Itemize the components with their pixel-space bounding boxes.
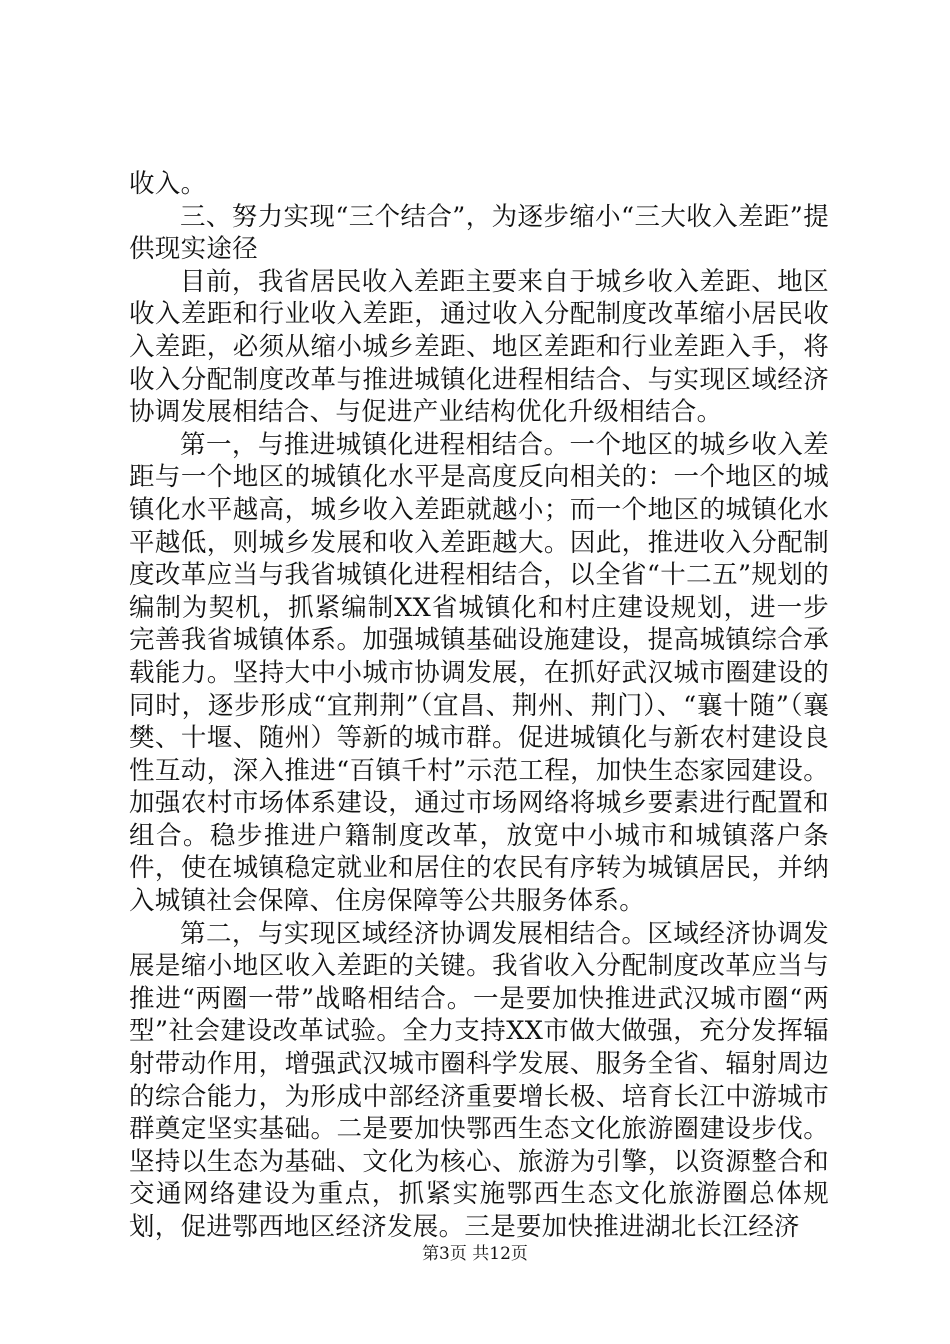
paragraph-continuation: 收入。	[129, 169, 207, 199]
paragraph-intro: 目前，我省居民收入差距主要来自于城乡收入差距、地区收入差距和行业收入差距，通过收入分配制度改革缩小居民收入差距，必须从缩小城乡差距、地区差距和行业差距入手，将收入分配制度改革与推进城镇化进程相结合、与实现区域经济协调发展相结合、与促进产业结构优化升级相结合。	[129, 266, 829, 428]
page-number-footer: 第3页 共12页	[422, 1244, 528, 1264]
paragraph-second-point: 第二，与实现区域经济协调发展相结合。区域经济协调发展是缩小地区收入差距的关键。我省收入分配制度改革应当与推进“两圈一带”战略相结合。一是要加快推进武汉城市圈“两型”社会建设改革试验。全力支持XX市做大做强，充分发挥辐射带动作用，增强武汉城市圈科学发展、服务全省、辐射周边的综合能力，为形成中部经济重要增长极、培育长江中游城市群奠定坚实基础。二是要加快鄂西生态文化旅游圈建设步伐。坚持以生态为基础、文化为核心、旅游为引擎，以资源整合和交通网络建设为重点，抓紧实施鄂西生态文化旅游圈总体规划，促进鄂西地区经济发展。三是要加快推进湖北长江经济	[129, 918, 829, 1242]
body-text	[129, 168, 829, 1244]
section-heading: 三、努力实现“三个结合”，为逐步缩小“三大收入差距”提供现实途径	[129, 201, 829, 265]
paragraph-first-point: 第一，与推进城镇化进程相结合。一个地区的城乡收入差距与一个地区的城镇化水平是高度反向相关的：一个地区的城镇化水平越高，城乡收入差距就越小；而一个地区的城镇化水平越低，则城乡发展和收入差距越大。因此，推进收入分配制度改革应当与我省城镇化进程相结合，以全省“十二五”规划的编制为契机，抓紧编制XX省城镇化和村庄建设规划，进一步完善我省城镇体系。加强城镇基础设施建设，提高城镇综合承载能力。坚持大中小城市协调发展，在抓好武汉城市圈建设的同时，逐步形成“宜荆荆”（宜昌、荆州、荆门）、“襄十随”（襄樊、十堰、随州）等新的城市群。促进城镇化与新农村建设良性互动，深入推进“百镇千村”示范工程，加快生态家园建设。加强农村市场体系建设，通过市场网络将城乡要素进行配置和组合。稳步推进户籍制度改革，放宽中小城市和城镇落户条件，使在城镇稳定就业和居住的农民有序转为城镇居民，并纳入城镇社会保障、住房保障等公共服务体系。	[129, 429, 829, 917]
